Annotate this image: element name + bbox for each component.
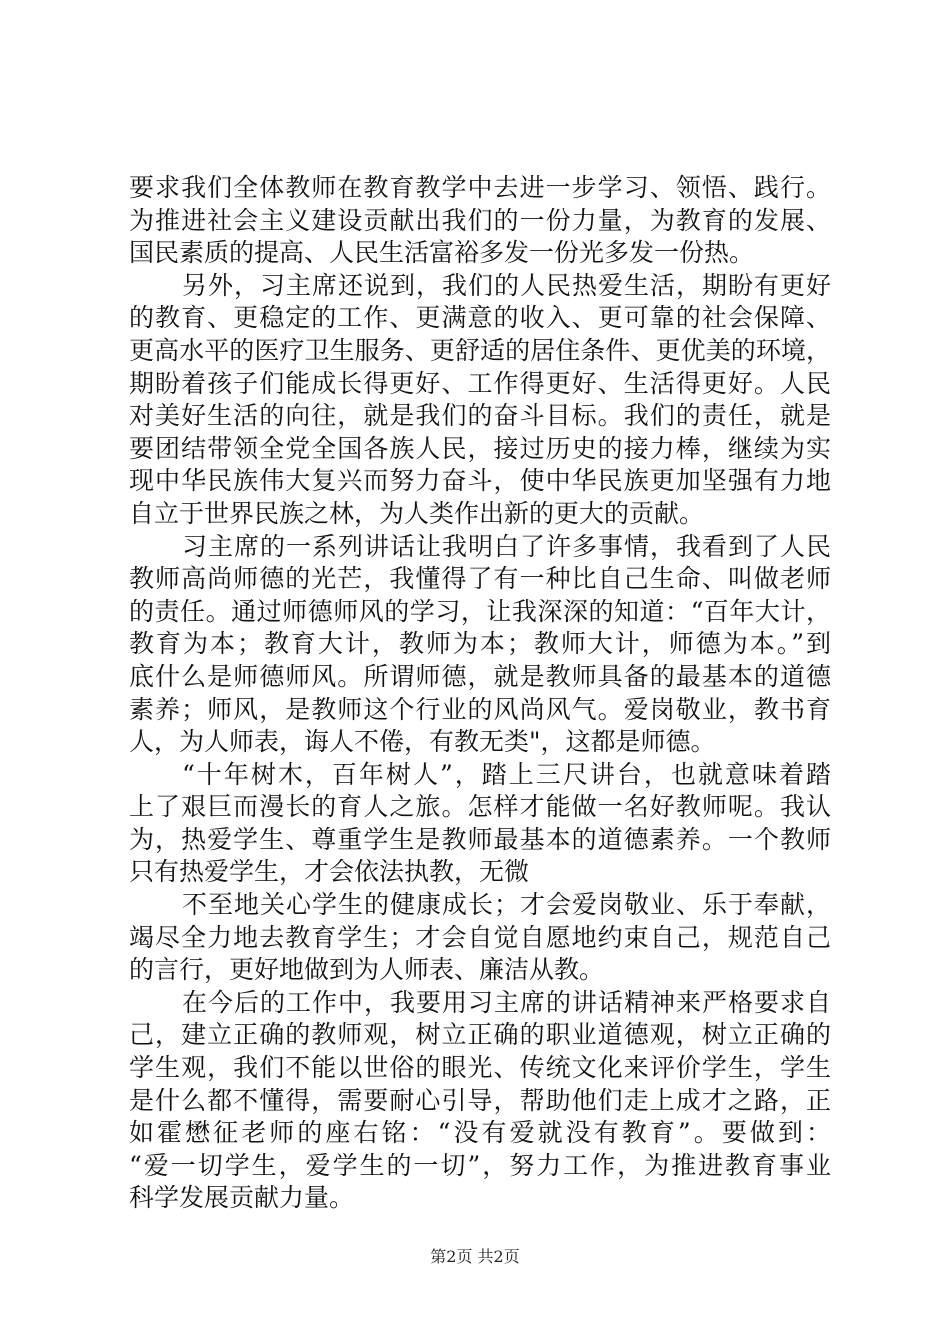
paragraph-start-line: 在今后的工作中，我要用习主席的讲话精神来严格要求自 bbox=[182, 987, 831, 1017]
text-line: 只有热爱学生，才会依法执教，无微 bbox=[129, 857, 530, 887]
text-line: 的责任。通过师德师风的学习，让我深深的知道：“百年大计， bbox=[129, 596, 831, 626]
text-line: 上了艰巨而漫长的育人之旅。怎样才能做一名好教师呢。我认 bbox=[129, 792, 831, 822]
text-line: 为推进社会主义建设贡献出我们的一份力量，为教育的发展、 bbox=[129, 205, 831, 235]
text-line: 人，为人师表，诲人不倦，有教无类"，这都是师德。 bbox=[129, 727, 716, 757]
text-line: 竭尽全力地去教育学生；才会自觉自愿地约束自己，规范自己 bbox=[129, 922, 831, 952]
text-line: 学生观，我们不能以世俗的眼光、传统文化来评价学生，学生 bbox=[129, 1053, 831, 1083]
text-line: 现中华民族伟大复兴而努力奋斗，使中华民族更加坚强有力地 bbox=[129, 466, 831, 496]
text-line: 的教育、更稳定的工作、更满意的收入、更可靠的社会保障、 bbox=[129, 303, 831, 333]
text-line: 要团结带领全党全国各族人民，接过历史的接力棒，继续为实 bbox=[129, 433, 831, 463]
paragraph-start-line: “十年树木，百年树人”，踏上三尺讲台，也就意味着踏 bbox=[182, 759, 831, 789]
text-line: 更高水平的医疗卫生服务、更舒适的居住条件、更优美的环境， bbox=[129, 335, 831, 365]
text-line: 要求我们全体教师在教育教学中去进一步学习、领悟、践行。 bbox=[129, 173, 831, 202]
text-line: 教育为本；教育大计，教师为本；教师大计，师德为本。”到 bbox=[129, 629, 831, 659]
body-text bbox=[129, 172, 831, 1215]
text-line: 素养；师风，是教师这个行业的风尚风气。爱岗敬业，教书育 bbox=[129, 694, 831, 724]
text-line: 的言行，更好地做到为人师表、廉洁从教。 bbox=[129, 955, 605, 985]
text-line: 国民素质的提高、人民生活富裕多发一份光多发一份热。 bbox=[129, 238, 755, 268]
paragraph-start-line: 不至地关心学生的健康成长；才会爱岗敬业、乐于奉献， bbox=[182, 890, 831, 920]
text-line: 己，建立正确的教师观，树立正确的职业道德观，树立正确的 bbox=[129, 1020, 831, 1050]
text-line: 对美好生活的向往，就是我们的奋斗目标。我们的责任，就是 bbox=[129, 401, 831, 431]
text-line: 底什么是师德师风。所谓师德，就是教师具备的最基本的道德 bbox=[129, 661, 831, 691]
paragraph-start-line: 另外，习主席还说到，我们的人民热爱生活，期盼有更好 bbox=[182, 270, 831, 300]
paragraph-start-line: 习主席的一系列讲话让我明白了许多事情，我看到了人民 bbox=[182, 531, 831, 561]
text-line: 自立于世界民族之林，为人类作出新的更大的贡献。 bbox=[129, 498, 705, 528]
text-line: “爱一切学生，爱学生的一切”，努力工作，为推进教育事业 bbox=[129, 1150, 831, 1180]
text-line: 教师高尚师德的光芒，我懂得了有一种比自己生命、叫做老师 bbox=[129, 564, 831, 594]
text-line: 如霍懋征老师的座右铭：“没有爱就没有教育”。要做到： bbox=[129, 1118, 831, 1148]
text-line: 为，热爱学生、尊重学生是教师最基本的道德素养。一个教师 bbox=[129, 824, 831, 854]
text-line: 期盼着孩子们能成长得更好、工作得更好、生活得更好。人民 bbox=[129, 368, 831, 398]
page-number-footer: 第2页 共2页 bbox=[430, 1247, 520, 1266]
text-line: 是什么都不懂得，需要耐心引导，帮助他们走上成才之路，正 bbox=[129, 1085, 831, 1115]
text-line: 科学发展贡献力量。 bbox=[129, 1183, 355, 1213]
